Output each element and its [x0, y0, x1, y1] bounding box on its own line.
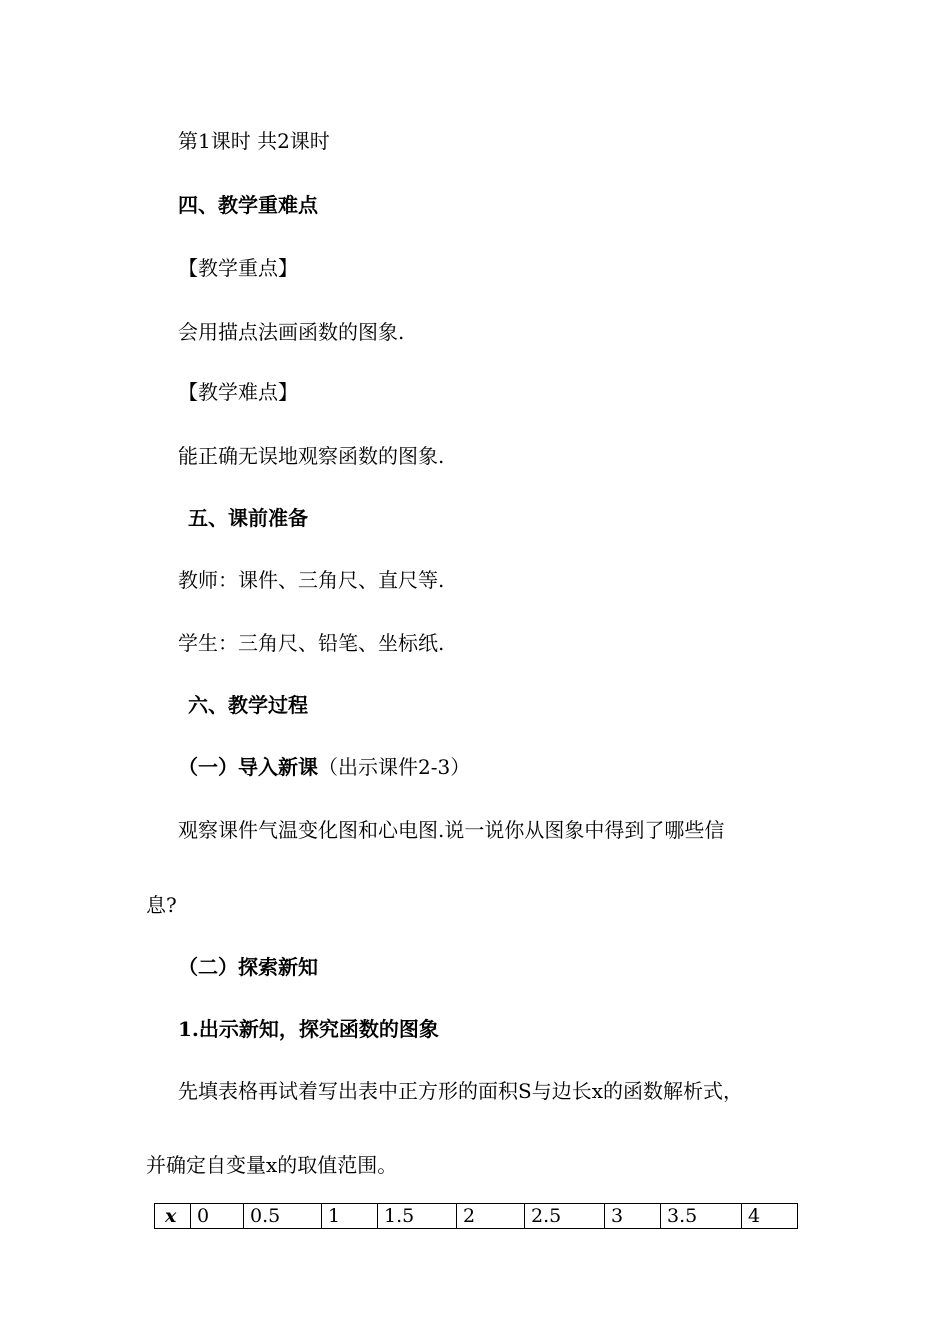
- section-heading-key-points: 四、教学重难点: [178, 193, 318, 217]
- value-table: [154, 1203, 798, 1229]
- key-point-text: 会用描点法画函数的图象.: [178, 320, 405, 344]
- table-cell: 3.5: [661, 1204, 742, 1229]
- table-cell: 2.5: [525, 1204, 605, 1229]
- part2-heading: （二）探索新知: [178, 955, 318, 979]
- subsection-paragraph-line2: 并确定自变量x的取值范围。: [146, 1153, 398, 1177]
- part1-title: （一）导入新课: [178, 755, 318, 779]
- table-cell: 0.5: [244, 1204, 322, 1229]
- student-materials: 学生：三角尺、铅笔、坐标纸.: [178, 631, 445, 655]
- table-cell: 4: [742, 1204, 798, 1229]
- part1-paragraph-line2: 息?: [146, 893, 177, 917]
- table-cell: 3: [605, 1204, 661, 1229]
- teacher-materials: 教师：课件、三角尺、直尺等.: [178, 568, 445, 592]
- table-cell: 0: [191, 1204, 244, 1229]
- key-point-label: 【教学重点】: [178, 256, 298, 280]
- table-cell: 1: [322, 1204, 378, 1229]
- table-row: [155, 1204, 798, 1229]
- part1-paragraph-line1: 观察课件气温变化图和心电图.说一说你从图象中得到了哪些信: [178, 818, 725, 842]
- difficulty-label: 【教学难点】: [178, 380, 298, 404]
- part1-note: （出示课件2-3）: [318, 755, 471, 779]
- subsection-paragraph-line1: 先填表格再试着写出表中正方形的面积S与边长x的函数解析式，: [178, 1079, 743, 1103]
- subsection-heading: 1.出示新知，探究函数的图象: [178, 1017, 439, 1041]
- table-cell: 2: [457, 1204, 525, 1229]
- difficulty-text: 能正确无误地观察函数的图象.: [178, 444, 445, 468]
- section-heading-preparation: 五、课前准备: [188, 506, 308, 530]
- section-heading-process: 六、教学过程: [188, 693, 308, 717]
- part1-heading: [178, 755, 470, 779]
- table-header-x: x: [155, 1204, 191, 1229]
- lesson-time: 第1课时 共2课时: [178, 129, 330, 153]
- table-cell: 1.5: [378, 1204, 457, 1229]
